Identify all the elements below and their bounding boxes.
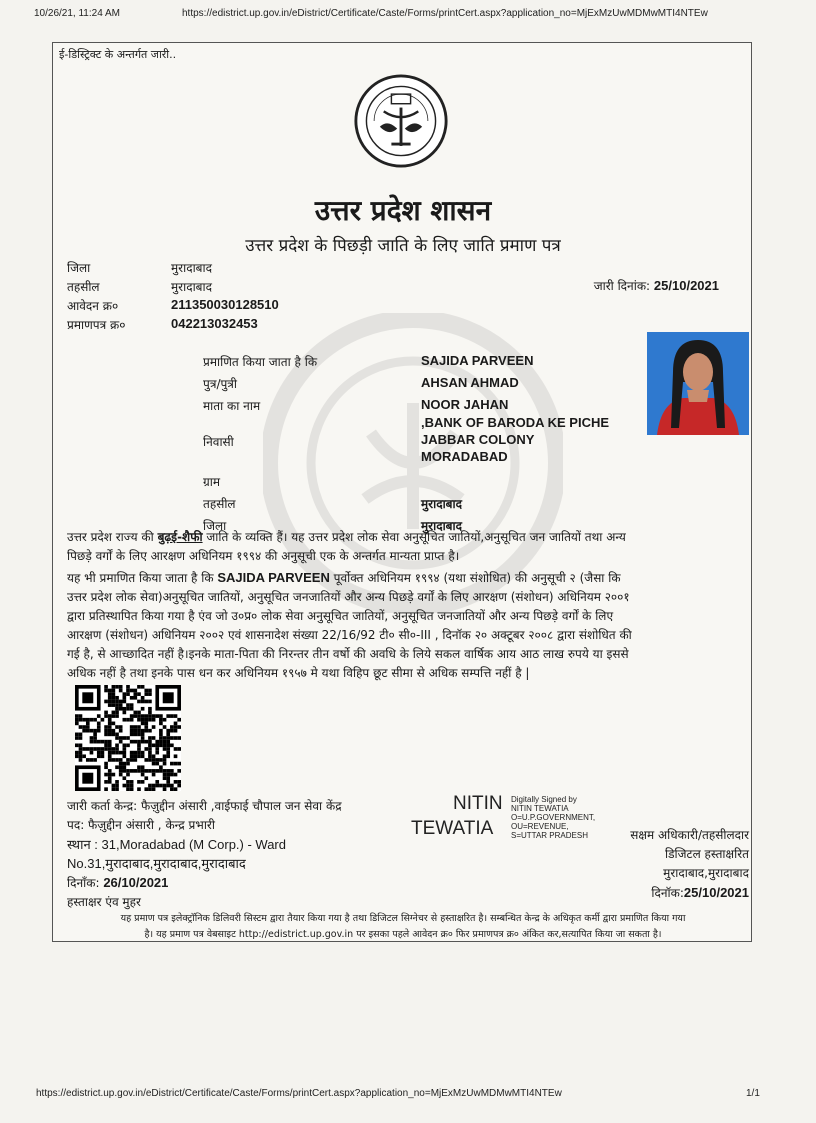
application-no-label: आवेदन क्र० [67, 299, 119, 313]
signer-last-name: TEWATIA [411, 818, 494, 839]
address-line-2: JABBAR COLONY [421, 432, 535, 447]
issue-date-label: जारी दिनांक: [593, 279, 651, 293]
details-district-value: मुरादाबाद [421, 519, 463, 533]
certificate [52, 42, 752, 942]
disclaimer-line-1: यह प्रमाण पत्र इलेक्ट्रॉनिक डिलिवरी सिस्टम द्वारा तैयार किया गया है तथा डिजिटल सिग्नेचर से हस्ताक्षरित है। सम्बन्धित केन्द्र के अधिकृत कर्मी द्वारा प्रमाणित किया गया [120, 913, 686, 924]
authority-date-label: दिनॉक: [651, 886, 684, 900]
authority-block [579, 826, 751, 903]
para2-line3: द्वारा प्रतिस्थापित किया गया है एंव जो उ०प्र० लोक सेवा अनुसूचित जातियों, अनुसूचित जनजातियों और अन्य पिछड़े वर्गों के लिए [67, 609, 614, 623]
authority-digital: डिजिटल हस्ताक्षरित [665, 847, 749, 861]
print-header [0, 6, 816, 24]
address-line-1: ,BANK OF BARODA KE PICHE [421, 415, 610, 430]
signature-info-5: S=UTTAR PRADESH [511, 831, 588, 840]
details-tehsil-value: मुरादाबाद [421, 497, 463, 511]
issuer-place-2: No.31,मुरादाबाद,मुरादाबाद,मुरादाबाद [67, 856, 246, 871]
certificate-no-value: 042213032453 [171, 316, 258, 331]
para1-line2: पिछड़े वर्गों के लिए आरक्षण अधिनियम १९९४ की अनुसूची एक के अन्तर्गत मान्यता प्राप्त है। [67, 549, 460, 563]
certificate-no-label: प्रमाणपत्र क्र० [67, 318, 126, 332]
details-tehsil-label: तहसील [203, 497, 236, 511]
certified-label: प्रमाणित किया जाता है कि [203, 355, 318, 369]
village-label: ग्राम [203, 475, 221, 489]
caste-paragraph [67, 528, 747, 566]
government-title: उत्तर प्रदेश शासन [314, 194, 492, 227]
issue-date [594, 277, 719, 294]
para2-line4: आरक्षण (संशोधन) अधिनियम २००२ एवं शासनादेश संख्या 22/16/92 टी० सी०-III , दिनॉक २० अक्टूबर २००८ द्वारा संशोधित की [67, 628, 632, 642]
caste-name: बुढ़ई-शैफी [157, 530, 203, 544]
issuer-sign-label: हस्ताक्षर एंव मुहर [67, 895, 141, 909]
issuer-date-label: दिनाँक: [67, 876, 104, 890]
signature-info-1: Digitally Signed by [511, 795, 577, 804]
para1-line1: जाति के व्यक्ति हैं। यह उत्तर प्रदेश लोक सेवा अनुसूचित जातियों,अनुसूचित जन जातियों तथा अन्य [202, 530, 626, 544]
para2-pre: यह भी प्रमाणित किया जाता है कि [67, 571, 218, 585]
para2-line5: गई है, से आच्छादित नहीं है।इनके माता-पिता की निरन्तर तीन वर्षो की अवधि के लिये सकल वार्षिक आय आठ लाख रुपये या इससे [67, 647, 629, 661]
disclaimer [61, 911, 745, 943]
qr-code [75, 685, 181, 791]
child-of-label: पुत्र/पुत्री [203, 377, 238, 391]
para2-line6: अधिक नहीं है तथा इनके पास धन कर अधिनियम १९५७ मे यथा विहिप छूट सीमा से अधिक सम्पत्ति नहीं है | [67, 666, 530, 680]
signature-info-2: NITIN TEWATIA [511, 804, 569, 813]
applicant-name: SAJIDA PARVEEN [421, 353, 534, 368]
father-name: AHSAN AHMAD [421, 375, 519, 390]
page-number: 1/1 [746, 1088, 760, 1099]
disclaimer-line-2: है। यह प्रमाण पत्र वेबसाइट http://edistrict.up.gov.in पर इसका पहले आवेदन क्र० फिर प्रमाणपत्र क्र० अंकित कर,सत्यापित किया जा सकता है। [144, 929, 662, 940]
tehsil-value: मुरादाबाद [171, 280, 213, 294]
details-district-label: जिला [203, 519, 227, 533]
application-no-value: 211350030128510 [171, 297, 279, 312]
issuer-block [67, 797, 342, 912]
issuer-post: पद: फैज़ुद्दीन अंसारी , केन्द्र प्रभारी [67, 818, 215, 832]
signature-info-4: OU=REVENUE, [511, 822, 569, 831]
district-value: मुरादाबाद [171, 261, 213, 275]
print-url: https://edistrict.up.gov.in/eDistrict/Certificate/Caste/Forms/printCert.aspx?application_no=MjExMzUwMDMwMTI4NTEw [182, 8, 708, 19]
certificate-title: उत्तर प्रदेश के पिछड़ी जाति के लिए जाति प्रमाण पत्र [245, 236, 561, 256]
authority-date-value: 25/10/2021 [683, 885, 749, 900]
para1-pre: उत्तर प्रदेश राज्य की [67, 530, 158, 544]
para2-line2: उत्तर प्रदेश लोक सेवा)अनुसूचित जातियों, अनुसूचित जनजातियों और अन्य पिछड़े वर्गों के लिए आरक्षण (संशोधन) अधिनियम २००१ [67, 590, 630, 604]
certification-paragraph [67, 568, 747, 683]
footer-url: https://edistrict.up.gov.in/eDistrict/Certificate/Caste/Forms/printCert.aspx?application_no=MjExMzUwMDMwMTI4NTEw [36, 1088, 562, 1099]
authority-place: मुरादाबाद,मुरादाबाद [663, 866, 749, 880]
para2-name: SAJIDA PARVEEN [217, 570, 330, 585]
para2-line1: पूर्वोक्त अधिनियम १९९४ (यथा संशोधित) की अनुसूची २ (जैसा कि [329, 571, 621, 585]
mother-name: NOOR JAHAN [421, 397, 509, 412]
print-datetime: 10/26/21, 11:24 AM [34, 8, 120, 19]
address-line-3: MORADABAD [421, 449, 508, 464]
issuer-center: जारी कर्ता केन्द्र: फैज़ुद्दीन अंसारी ,वाईफाई चौपाल जन सेवा केंद्र [67, 799, 342, 813]
signature-info-3: O=U.P.GOVERNMENT, [511, 813, 596, 822]
mother-label: माता का नाम [203, 399, 261, 413]
applicant-photo [647, 332, 749, 435]
signer-first-name: NITIN [453, 793, 503, 814]
up-government-emblem [353, 73, 449, 169]
top-note: ई-डिस्ट्रिक्ट के अन्तर्गत जारी.. [59, 48, 177, 61]
authority-title: सक्षम अधिकारी/तहसीलदार [630, 828, 749, 842]
resident-label: निवासी [203, 435, 234, 449]
tehsil-label: तहसील [67, 280, 100, 294]
district-label: जिला [67, 261, 91, 275]
issuer-place-1: स्थान : 31,Moradabad (M Corp.) - Ward [67, 837, 286, 852]
issue-date-value: 25/10/2021 [653, 278, 719, 293]
issuer-date-value: 26/10/2021 [103, 875, 169, 890]
